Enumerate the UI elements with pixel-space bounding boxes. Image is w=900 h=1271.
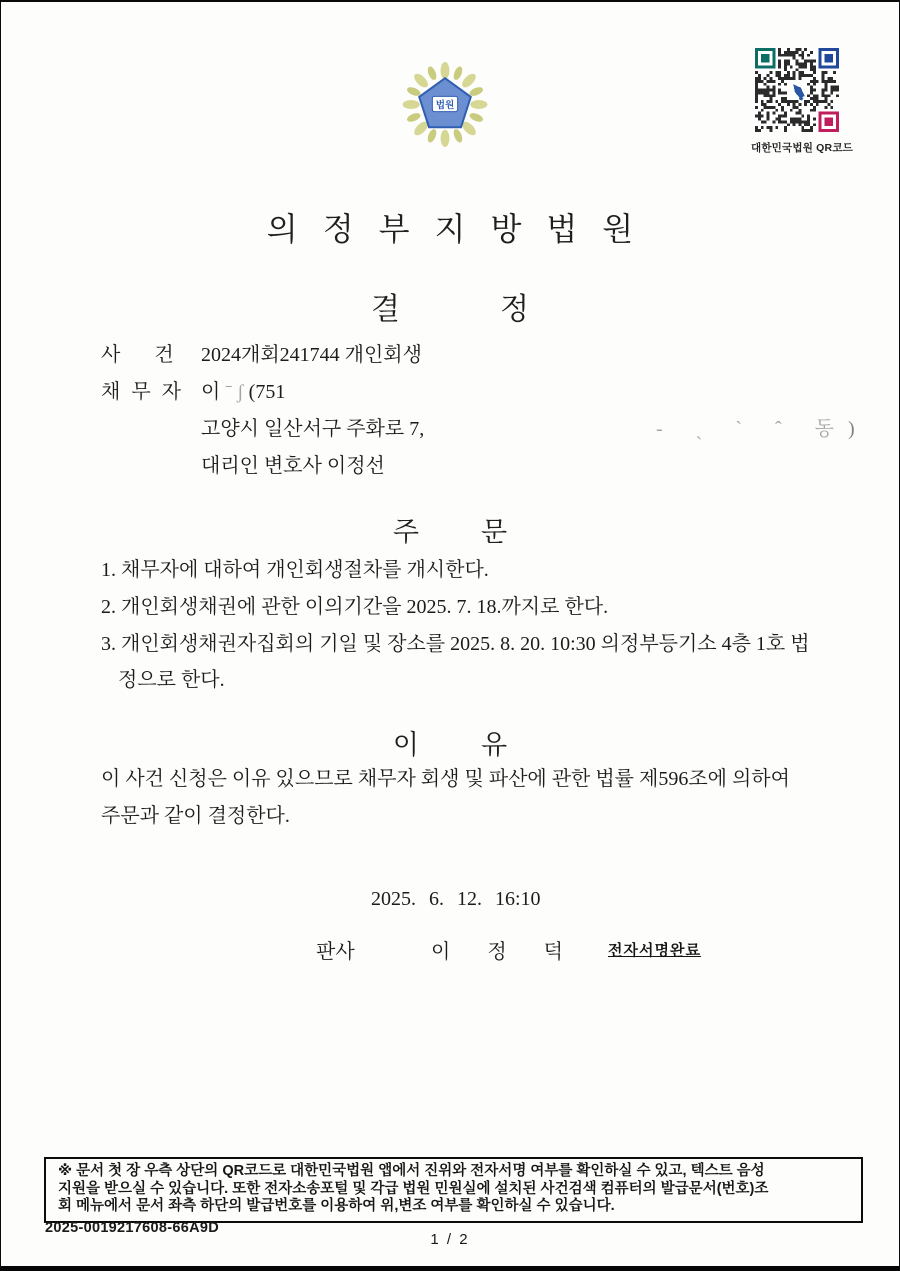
judge-name: 이정덕 [431,941,600,963]
debtor-attorney: 대리인 변호사 이정선 [201,455,385,477]
court-name-title: 의정부지방법원 [266,211,659,247]
address-closing-paren: ) [847,418,855,440]
order-item-3: 3. 개인회생채권자집회의 기일 및 장소를 2025. 8. 20. 10:30 의정부등기소 4층 1호 법 [101,633,810,655]
address-redacted-marks: - ˎ ` ˆ 동 [656,418,848,440]
judge-title: 판사 [316,941,355,963]
case-number-value: 2024개회241744 개인회생 [201,344,422,366]
notice-box [44,1157,863,1223]
debtor-address: 고양시 일산서구 주화로 7, [201,418,425,440]
debtor-id-prefix: (751 [248,381,286,403]
reason-heading: 이유 [392,730,570,760]
debtor-name-redacted: ˉ ʃ [225,381,244,403]
notice-line-3: 회 메뉴에서 문서 좌측 하단의 발급번호를 이용하여 위,변조 여부를 확인하실 수 있습니다. [58,1198,615,1215]
debtor-value [201,375,285,404]
order-item-2: 2. 개인회생채권에 관한 이의기간을 2025. 7. 18.까지로 한다. [101,596,609,618]
bottom-scan-bar [1,1266,899,1271]
debtor-label: 채무자 [101,381,192,403]
debtor-address-redacted-tail [656,412,855,441]
qr-image [755,48,839,132]
esign-stamp: 전자서명완료 [608,943,701,959]
debtor-row [101,375,192,404]
emblem-label: 법원 [435,100,455,112]
debtor-name: 이 [201,381,221,403]
court-emblem [399,57,491,153]
qr-code [751,48,854,155]
qr-caption: 대한민국법원 QR코드 [751,142,854,154]
document-type-title: 결정 [371,293,629,326]
order-heading: 주문 [392,517,570,547]
issuance-number: 2025-0019217608-66A9D [45,1220,219,1236]
reason-line-1: 이 사건 신청은 이유 있으므로 채무자 회생 및 파산에 관한 법률 제596조에 의하여 [101,768,790,790]
case-label: 사건 [101,344,208,366]
order-item-3-continued: 정으로 한다. [118,669,225,691]
reason-line-2: 주문과 같이 결정한다. [101,805,290,827]
case-number-row [101,338,208,367]
order-item-1: 1. 채무자에 대하여 개인회생절차를 개시한다. [101,559,489,581]
notice-line-2: 지원을 받으실 수 있습니다. 또한 전자소송포털 및 각급 법원 민원실에 설치된 사건검색 컴퓨터의 발급문서(번호)조 [58,1180,769,1197]
notice-line-1: ※ 문서 첫 장 우측 상단의 QR코드로 대한민국법원 앱에서 진위와 전자서명 여부를 확인하실 수 있고, 텍스트 음성 [58,1163,765,1179]
decision-datetime: 2025. 6. 12. 16:10 [371,888,541,910]
page-indicator: 1 / 2 [430,1231,470,1248]
